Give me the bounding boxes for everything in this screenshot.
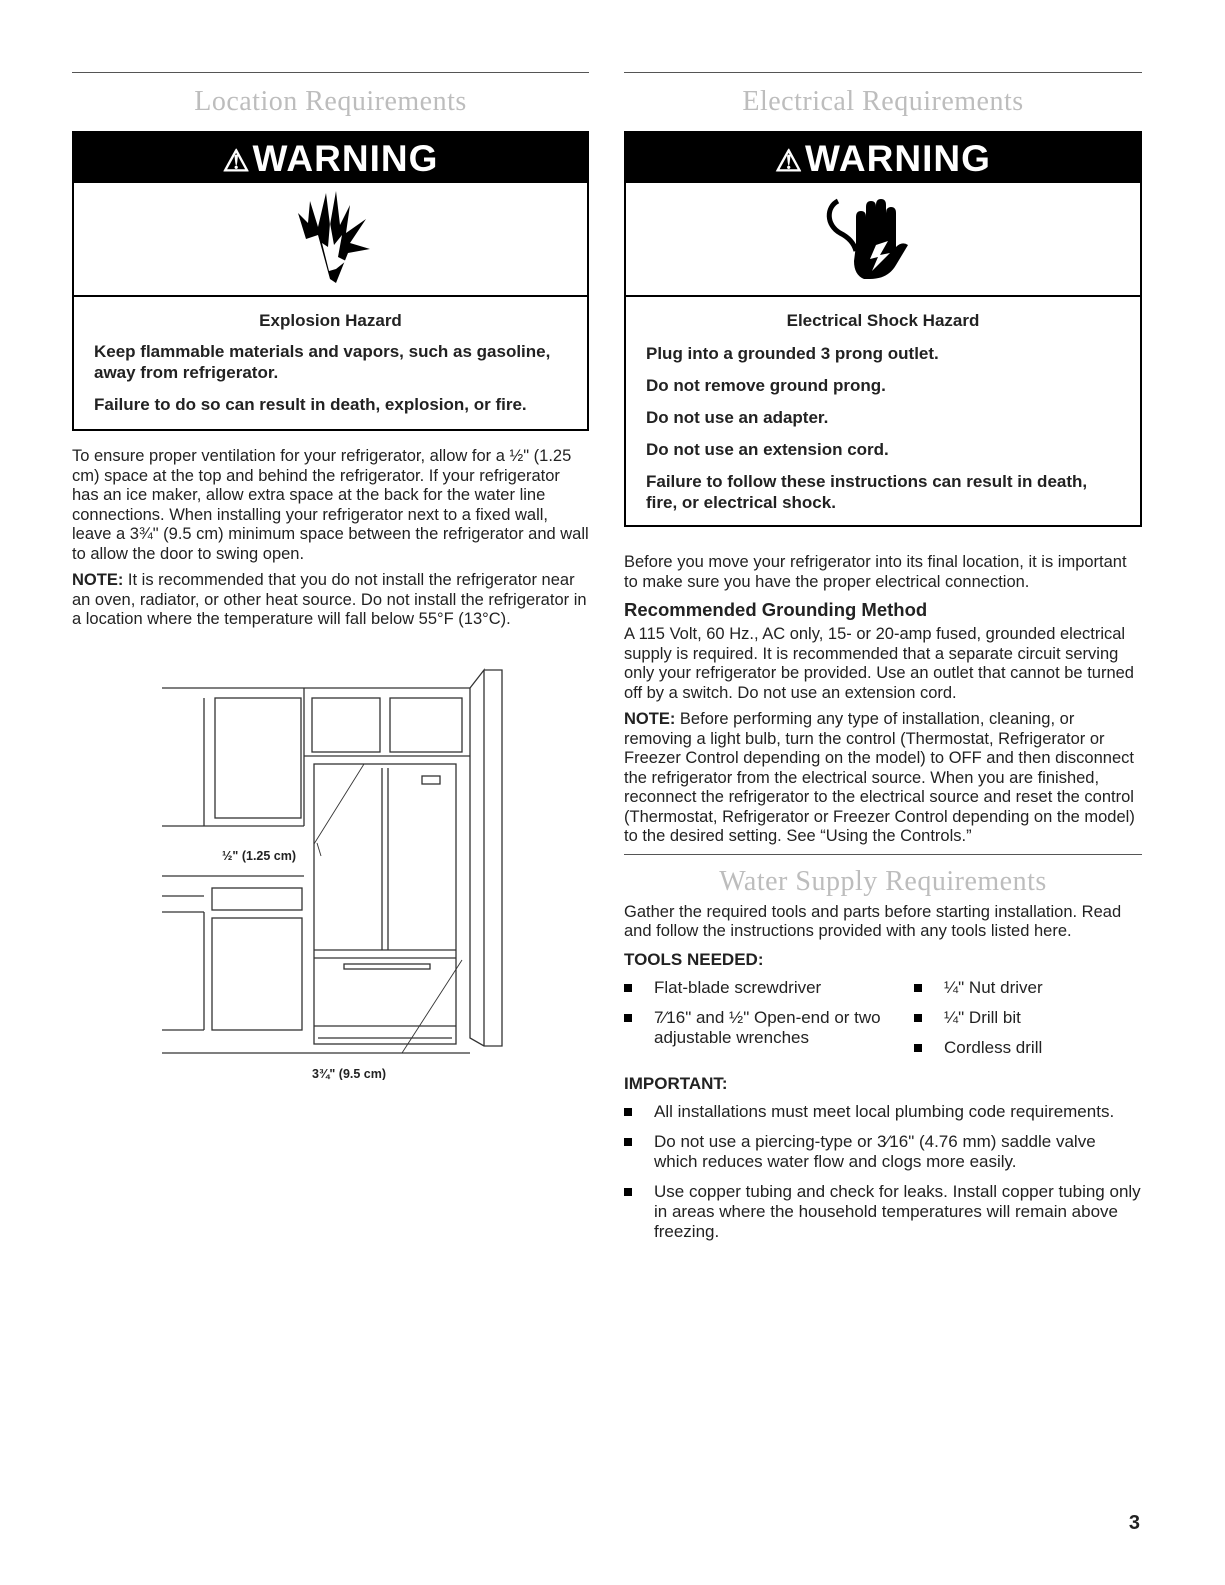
right-column bbox=[624, 0, 1142, 1252]
warning-header: ⚠WARNING bbox=[626, 133, 1140, 183]
warning-line: Failure to follow these instructions can result in death, fire, or electrical shock. bbox=[646, 472, 1088, 512]
shock-warning-box bbox=[624, 131, 1142, 527]
note-paragraph: NOTE: Before performing any type of installation, cleaning, or removing a light bulb, turn the control (Thermostat, Refrigerator or Freezer Control depending on the model) to OFF and then disconnect the refrigerator from the electrical source. When you are finished, reconnect the refrigerator to the electrical source and reset the control (Thermostat, Refrigerator or Freezer Control depending on the model) to the desired setting. See “Using the Controls.” bbox=[624, 710, 1135, 845]
page-number: 3 bbox=[1128, 1512, 1140, 1534]
tools-label: TOOLS NEEDED: bbox=[624, 949, 764, 969]
explosion-icon bbox=[74, 183, 587, 297]
warning-triangle-icon: ⚠ bbox=[775, 145, 804, 178]
warning-line: Plug into a grounded 3 prong outlet. bbox=[646, 344, 939, 363]
grounding-paragraph: A 115 Volt, 60 Hz., AC only, 15- or 20-amp fused, grounded electrical supply is required. It is recommended that a separate circuit serving only your refrigerator be provided. Use an outlet that cannot be turned off by a switch. Do not use an extension cord. bbox=[624, 625, 1134, 702]
bullet-square-icon bbox=[914, 1014, 922, 1022]
tools-list bbox=[624, 978, 1142, 1068]
dimension-label-top: ½" (1.25 cm) bbox=[222, 849, 297, 863]
grounding-title: Recommended Grounding Method bbox=[624, 599, 928, 620]
warning-line: Failure to do so can result in death, explosion, or fire. bbox=[94, 395, 527, 414]
note-paragraph: NOTE: It is recommended that you do not install the refrigerator near an oven, radiator, or other heat source. Do not install the refrigerator in a location where the temperature will fall below 55°F (13°C). bbox=[72, 571, 587, 628]
list-item: All installations must meet local plumbing code requirements. bbox=[624, 1102, 1142, 1122]
warning-line: Keep flammable materials and vapors, such as gasoline, away from refrigerator. bbox=[94, 342, 551, 382]
section-title-location: Location Requirements bbox=[194, 86, 467, 117]
list-item: Use copper tubing and check for leaks. Install copper tubing only in areas where the household temperatures will remain above freezing. bbox=[624, 1182, 1142, 1242]
bullet-square-icon bbox=[914, 1044, 922, 1052]
important-label: IMPORTANT: bbox=[624, 1073, 728, 1093]
warning-line: Do not use an adapter. bbox=[646, 408, 829, 427]
bullet-square-icon bbox=[624, 1138, 632, 1146]
electrical-intro: Before you move your refrigerator into its final location, it is important to make sure you have the proper electrical connection. bbox=[624, 553, 1127, 591]
left-column bbox=[72, 0, 589, 1080]
bullet-square-icon bbox=[914, 984, 922, 992]
hazard-title: Explosion Hazard bbox=[259, 311, 402, 330]
section-rule bbox=[624, 854, 1142, 855]
list-item: ¼" Nut driver bbox=[914, 978, 1142, 998]
list-item: Do not use a piercing-type or 3⁄16" (4.76 mm) saddle valve which reduces water flow and clogs more easily. bbox=[624, 1132, 1142, 1172]
hazard-title: Electrical Shock Hazard bbox=[786, 311, 980, 330]
bullet-square-icon bbox=[624, 1188, 632, 1196]
ventilation-paragraph: To ensure proper ventilation for your refrigerator, allow for a ½" (1.25 cm) space at the top and behind the refrigerator. If your refrigerator has an ice maker, allow extra space at the back for the water line connections. When installing your refrigerator next to a fixed wall, leave a 3¾" (9.5 cm) minimum space between the refrigerator and wall to allow the door to swing open. bbox=[72, 447, 589, 563]
warning-triangle-icon: ⚠ bbox=[222, 145, 251, 178]
section-rule bbox=[624, 72, 1142, 73]
section-title-water: Water Supply Requirements bbox=[719, 865, 1047, 897]
explosion-warning-box bbox=[72, 131, 589, 431]
bullet-square-icon bbox=[624, 1014, 632, 1022]
list-item: 7⁄16" and ½" Open-end or two adjustable wrenches bbox=[624, 1008, 914, 1048]
warning-line: Do not use an extension cord. bbox=[646, 440, 889, 459]
list-item: Flat-blade screwdriver bbox=[624, 978, 914, 998]
section-rule bbox=[72, 72, 589, 73]
clearance-diagram bbox=[72, 660, 589, 1080]
bullet-square-icon bbox=[624, 1108, 632, 1116]
bullet-square-icon bbox=[624, 984, 632, 992]
list-item: ¼" Drill bit bbox=[914, 1008, 1142, 1028]
electrical-shock-icon bbox=[626, 183, 1140, 297]
warning-line: Do not remove ground prong. bbox=[646, 376, 886, 395]
warning-header: ⚠WARNING bbox=[74, 133, 587, 183]
dimension-label-bottom: 3¾" (9.5 cm) bbox=[312, 1067, 387, 1080]
water-intro: Gather the required tools and parts before starting installation. Read and follow the instructions provided with any tools listed here. bbox=[624, 902, 1122, 940]
important-list bbox=[624, 1102, 1142, 1242]
list-item: Cordless drill bbox=[914, 1038, 1142, 1058]
section-title-electrical: Electrical Requirements bbox=[742, 86, 1024, 117]
